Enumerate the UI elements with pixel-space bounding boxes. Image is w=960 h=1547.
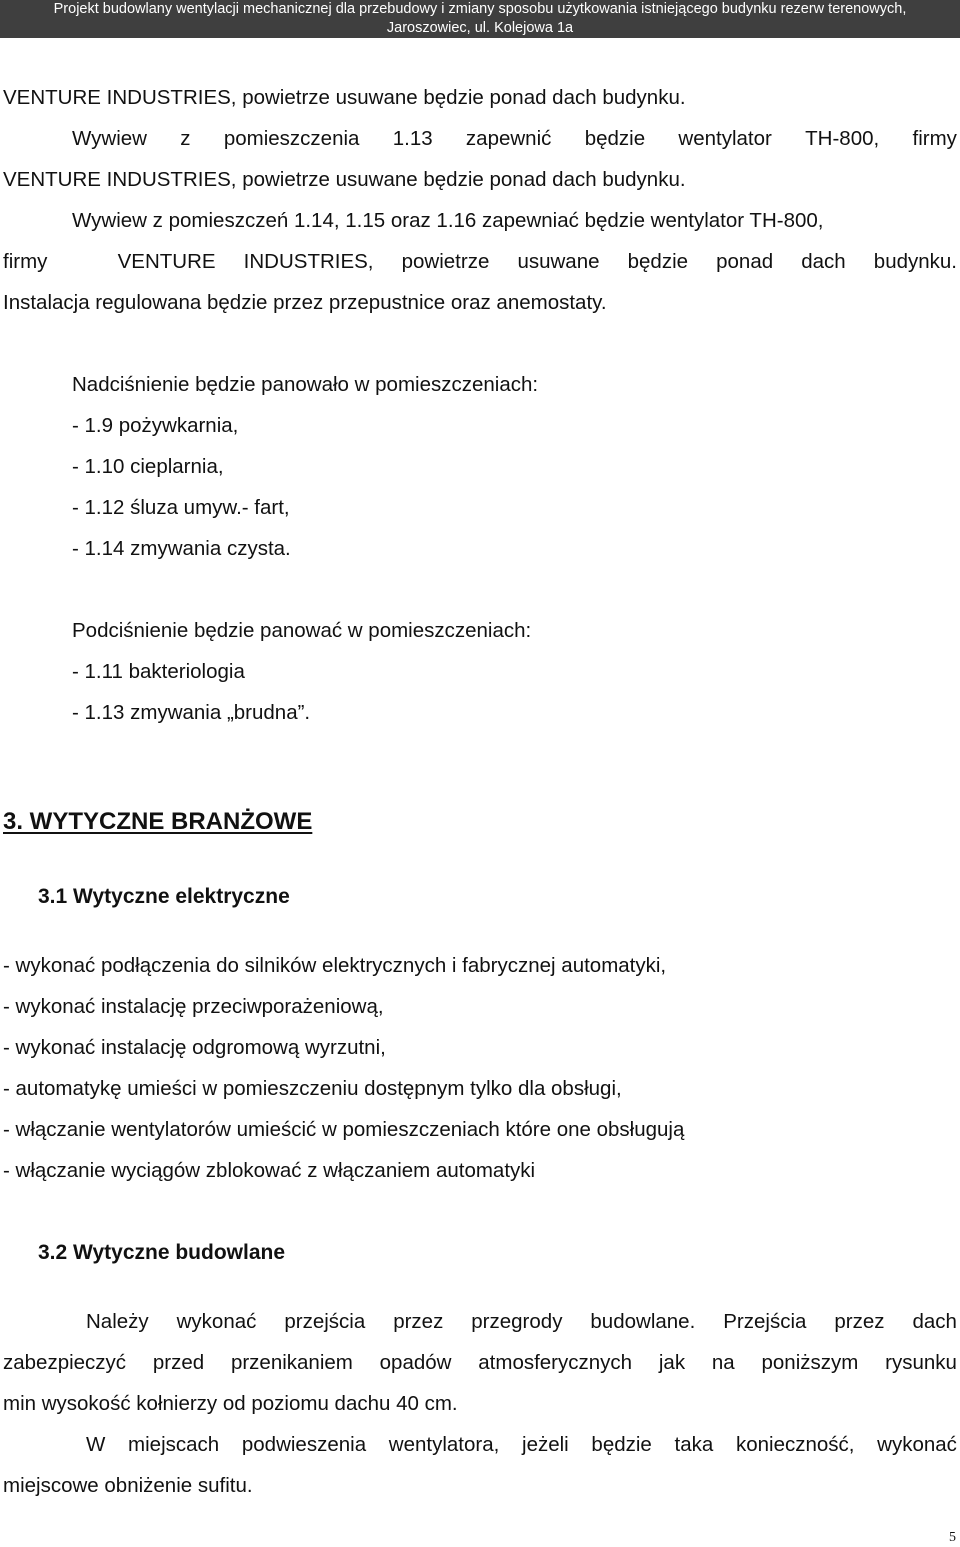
building-paragraph-1-line-1: Należy wykonać przejścia przez przegrody budowlane. Przejścia przez dach [86,1310,957,1333]
electrical-item: - włączanie wentylatorów umieścić w pomieszczeniach które one obsługują [3,1118,685,1141]
intro-line-4: Wywiew z pomieszczeń 1.14, 1.15 oraz 1.16 zapewniać będzie wentylator TH-800, [72,209,824,232]
electrical-item: - włączanie wyciągów zblokować z włączaniem automatyki [3,1159,536,1182]
electrical-item: - wykonać instalację odgromową wyrzutni, [3,1036,386,1059]
intro-line-1: VENTURE INDUSTRIES, powietrze usuwane będzie ponad dach budynku. [3,86,686,109]
header-address: Jaroszowiec, ul. Kolejowa 1a [386,20,574,36]
electrical-item: - automatykę umieści w pomieszczeniu dostępnym tylko dla obsługi, [3,1077,622,1100]
electrical-item: - wykonać podłączenia do silników elektrycznych i fabrycznej automatyki, [3,954,667,977]
building-paragraph-1-line-3: min wysokość kołnierzy od poziomu dachu 40 cm. [3,1392,458,1415]
underpressure-title: Podciśnienie będzie panować w pomieszczeniach: [72,619,532,642]
overpressure-title: Nadciśnienie będzie panowało w pomieszczeniach: [72,373,539,396]
building-paragraph-2-line-1: W miejscach podwieszenia wentylatora, jeżeli będzie taka konieczność, wykonać [86,1433,957,1456]
overpressure-item: - 1.10 cieplarnia, [72,455,224,478]
electrical-item: - wykonać instalację przeciwporażeniową, [3,995,384,1018]
section-3-heading: 3. WYTYCZNE BRANŻOWE [3,808,313,835]
document-header [0,0,960,38]
overpressure-item: - 1.12 śluza umyw.- fart, [72,496,290,519]
intro-line-2: Wywiew z pomieszczenia 1.13 zapewnić będzie wentylator TH-800, firmy [72,127,957,150]
building-paragraph-2-line-2: miejscowe obniżenie sufitu. [3,1474,253,1497]
section-3-1-heading: 3.1 Wytyczne elektryczne [38,885,290,908]
building-paragraph-1-line-2: zabezpieczyć przed przenikaniem opadów atmosferycznych jak na poniższym rysunku [3,1351,957,1374]
underpressure-item: - 1.13 zmywania „brudna”. [72,701,311,724]
page-number: 5 [949,1530,956,1545]
header-project-title: Projekt budowlany wentylacji mechanicznej dla przebudowy i zmiany sposobu użytkowania istniejącego budynku rezerw terenowych, [53,1,907,17]
section-3-2-heading: 3.2 Wytyczne budowlane [38,1241,286,1264]
underpressure-item: - 1.11 bakteriologia [72,660,245,683]
overpressure-item: - 1.14 zmywania czysta. [72,537,291,560]
intro-line-5: firmy VENTURE INDUSTRIES, powietrze usuwane będzie ponad dach budynku. [3,250,957,273]
overpressure-item: - 1.9 pożywkarnia, [72,414,239,437]
intro-line-6: Instalacja regulowana będzie przez przepustnice oraz anemostaty. [3,291,607,314]
intro-line-3: VENTURE INDUSTRIES, powietrze usuwane będzie ponad dach budynku. [3,168,686,191]
